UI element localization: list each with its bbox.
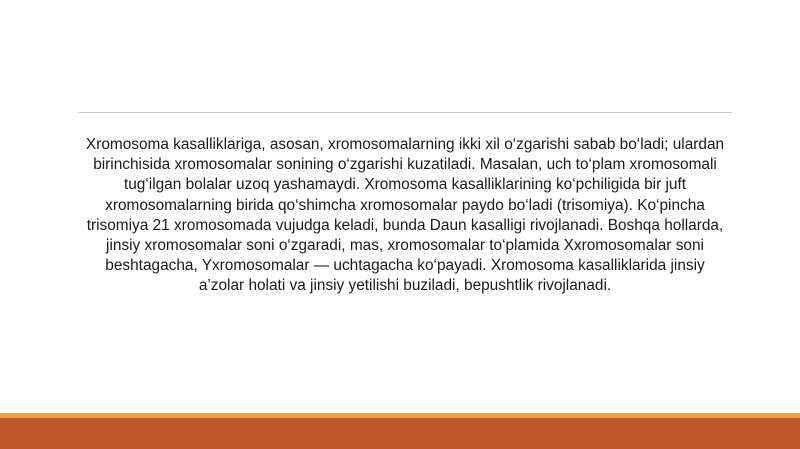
footer-band: [0, 418, 800, 449]
slide-body-text: Xromosoma kasalliklariga, asosan, xromosomalarning ikki xil o‘zgarishi sabab bo‘ladi; ulardan birinchisida xromosomalar sonining o‘zgarishi kuzatiladi. Masalan, uch to‘plam xromosomali tug‘ilgan bolalar uzoq yashamaydi. Xromosoma kasalliklarining ko‘pchiligida bir juft xromosomalarning birida qo‘shimcha xromosomalar paydo bo‘ladi (trisomiya). Ko‘pincha trisomiya 21 xromosomada vujudga keladi, bunda Daun kasalligi rivojlanadi. Boshqa hollarda, jinsiy xromosomalar soni o‘zgaradi, mas, xromosomalar to‘plamida Xxromosomalar soni beshtagacha, Yxromosomalar — uchtagacha ko‘payadi. Xromosoma kasalliklarida jinsiy a’zolar holati va jinsiy yetilishi buziladi, bepushtlik rivojlanadi.: [85, 136, 725, 295]
title-divider: [78, 112, 732, 113]
